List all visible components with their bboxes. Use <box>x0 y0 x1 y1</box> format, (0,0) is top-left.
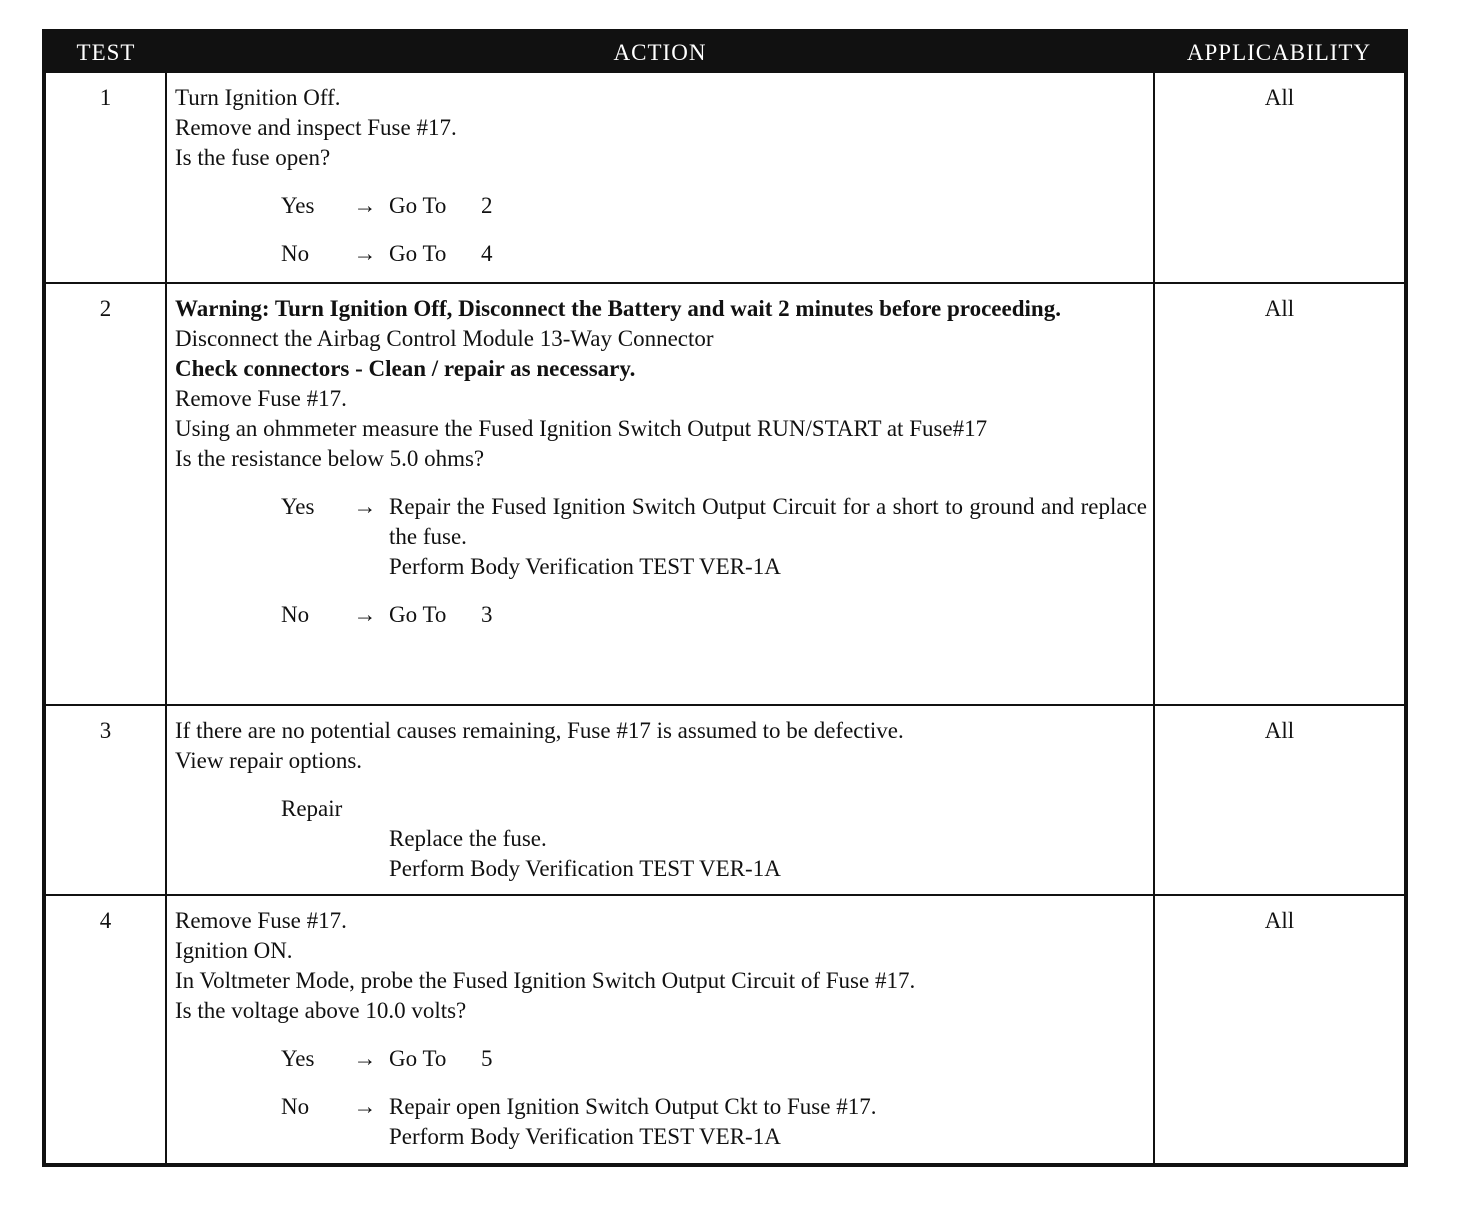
arrow-icon: → <box>353 241 377 266</box>
table-row <box>46 705 1404 895</box>
action-cell <box>166 73 1154 283</box>
goto-label: Go To <box>389 602 447 627</box>
action-line: In Voltmeter Mode, probe the Fused Ignition Switch Output Circuit of Fuse #17. <box>175 968 916 993</box>
action-line: Remove Fuse #17. <box>175 908 347 933</box>
yes-branch <box>281 191 1147 221</box>
arrow-icon: → <box>353 1094 377 1119</box>
action-cell <box>166 705 1154 895</box>
diagnostic-table <box>42 29 1408 1167</box>
table-row <box>46 73 1404 283</box>
test-number: 2 <box>46 283 166 705</box>
action-line: Disconnect the Airbag Control Module 13-Way Connector <box>175 326 714 351</box>
action-line: Remove and inspect Fuse #17. <box>175 115 457 140</box>
no-branch <box>281 1092 1147 1152</box>
test-number: 4 <box>46 895 166 1163</box>
action-line: Is the resistance below 5.0 ohms? <box>175 446 485 471</box>
arrow-icon: → <box>353 494 377 519</box>
check-text: Check connectors - Clean / repair as necessary. <box>175 356 636 381</box>
action-line: Using an ohmmeter measure the Fused Ignition Switch Output RUN/START at Fuse#17 <box>175 416 988 441</box>
action-line: Is the fuse open? <box>175 145 331 170</box>
header-action: ACTION <box>166 33 1154 73</box>
repair-label: Repair <box>281 796 343 821</box>
header-row <box>46 33 1404 73</box>
test-number: 3 <box>46 705 166 895</box>
goto-target: 2 <box>481 193 493 218</box>
repair-line: Perform Body Verification TEST VER-1A <box>389 856 781 881</box>
action-cell <box>166 895 1154 1163</box>
yes-label: Yes <box>281 193 315 218</box>
yes-branch <box>281 492 1147 582</box>
warning-text: Warning: Turn Ignition Off, Disconnect the Battery and wait 2 minutes before proceeding. <box>175 296 1061 321</box>
action-line: If there are no potential causes remaining, Fuse #17 is assumed to be defective. <box>175 718 904 743</box>
arrow-icon: → <box>353 1046 377 1071</box>
branch-text: Repair open Ignition Switch Output Ckt to Fuse #17. <box>389 1094 877 1119</box>
branch-text: Perform Body Verification TEST VER-1A <box>389 554 781 579</box>
action-line: Remove Fuse #17. <box>175 386 347 411</box>
applicability-cell: All <box>1154 895 1404 1163</box>
action-line: View repair options. <box>175 748 363 773</box>
arrow-icon: → <box>353 193 377 218</box>
no-label: No <box>281 1094 310 1119</box>
no-label: No <box>281 602 310 627</box>
repair-options <box>389 824 1147 884</box>
table-row <box>46 283 1404 705</box>
goto-target: 3 <box>481 602 493 627</box>
applicability-cell: All <box>1154 705 1404 895</box>
goto-target: 4 <box>481 241 493 266</box>
no-branch <box>281 239 1147 269</box>
action-line: Turn Ignition Off. <box>175 85 341 110</box>
applicability-cell: All <box>1154 73 1404 283</box>
no-branch <box>281 600 1147 630</box>
arrow-icon: → <box>353 602 377 627</box>
branch-text: Repair the Fused Ignition Switch Output Circuit for a short to ground and replace the fuse. <box>389 494 1147 549</box>
header-test: TEST <box>46 33 166 73</box>
table-row <box>46 895 1404 1163</box>
branch-text: Perform Body Verification TEST VER-1A <box>389 1124 781 1149</box>
header-applicability: APPLICABILITY <box>1154 33 1404 73</box>
repair-line: Replace the fuse. <box>389 826 547 851</box>
action-line: Is the voltage above 10.0 volts? <box>175 998 467 1023</box>
action-cell <box>166 283 1154 705</box>
goto-target: 5 <box>481 1046 493 1071</box>
applicability-cell: All <box>1154 283 1404 705</box>
test-table <box>46 33 1404 1163</box>
goto-label: Go To <box>389 193 447 218</box>
goto-label: Go To <box>389 241 447 266</box>
yes-label: Yes <box>281 494 315 519</box>
test-number: 1 <box>46 73 166 283</box>
goto-label: Go To <box>389 1046 447 1071</box>
action-line: Ignition ON. <box>175 938 293 963</box>
no-label: No <box>281 241 310 266</box>
yes-label: Yes <box>281 1046 315 1071</box>
yes-branch <box>281 1044 1147 1074</box>
